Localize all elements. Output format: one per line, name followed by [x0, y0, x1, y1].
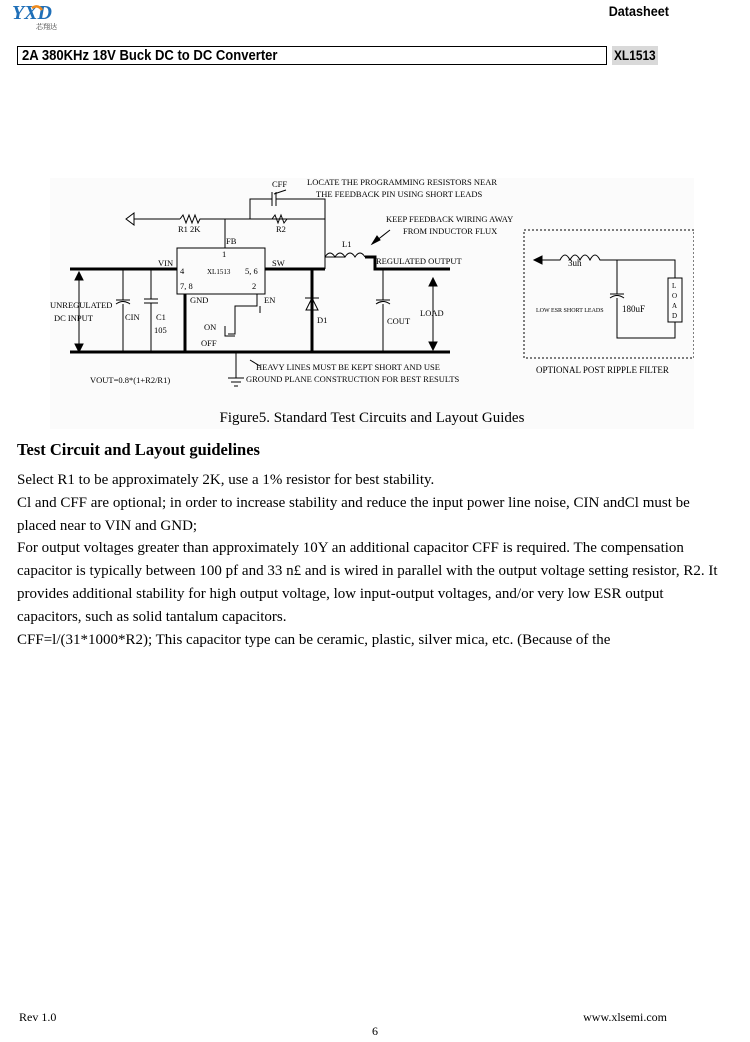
label-sw: SW — [272, 258, 285, 268]
filter-esr-label: LOW ESR SHORT LEADS — [536, 308, 604, 314]
label-vin: VIN — [158, 258, 174, 268]
paragraph-1: Select R1 to be approximately 2K, use a 1% resistor for best stability. — [17, 472, 435, 488]
paragraph-3: For output voltages greater than approximately 10Y an additional capacitor CFF is required. The compensation capacitor is typically between 100 pf and 33 n£ and is wired in parallel with the output voltage setting resistor, R2. It provides additional stability for high output voltage, low input-output voltages, and/or very low ESR output capacitors, such as solid tantalum capacitors. — [17, 540, 718, 625]
note-keep-2: FROM INDUCTOR FLUX — [403, 226, 498, 236]
title-bar — [17, 46, 607, 65]
note-heavy-2: GROUND PLANE CONSTRUCTION FOR BEST RESULTS — [246, 374, 460, 384]
note-locate-1: LOCATE THE PROGRAMMING RESISTORS NEAR — [307, 178, 498, 187]
filter-title: OPTIONAL POST RIPPLE FILTER — [536, 365, 669, 375]
label-d1: D1 — [317, 315, 328, 325]
company-logo — [12, 2, 72, 32]
label-l1: L1 — [342, 239, 352, 249]
label-chip: XL1513 — [207, 268, 231, 276]
circuit-schematic — [50, 178, 694, 410]
label-load: LOAD — [420, 308, 444, 318]
label-pin78: 7, 8 — [180, 281, 193, 291]
vout-formula: VOUT=0.8*(1+R2/R1) — [90, 375, 171, 385]
filter-cap-label: 180uF — [622, 304, 646, 314]
filter-inductor-label: 3uh — [568, 258, 582, 268]
logo-subtitle: 芯翔达 — [36, 23, 57, 31]
filter-load-a: A — [672, 302, 678, 310]
label-cout: COUT — [387, 316, 411, 326]
note-heavy-1: HEAVY LINES MUST BE KEPT SHORT AND USE — [256, 362, 440, 372]
label-off: OFF — [201, 338, 217, 348]
label-r2: R2 — [276, 224, 286, 234]
label-pin2: 2 — [252, 281, 257, 291]
label-en: EN — [264, 295, 276, 305]
label-cin: CIN — [125, 312, 140, 322]
label-c1-value: 105 — [154, 325, 167, 335]
figure-caption: Figure5. Standard Test Circuits and Layout Guides — [219, 410, 525, 426]
part-number: XL1513 — [614, 47, 656, 63]
filter-load-o: O — [672, 292, 678, 300]
paragraph-2: Cl and CFF are optional; in order to increase stability and reduce the input power line noise, CIN andCl must be placed near to VIN and GND; — [17, 494, 690, 534]
note-keep-1: KEEP FEEDBACK WIRING AWAY — [386, 214, 514, 224]
label-unregulated: UNREGULATED — [50, 300, 113, 310]
footer-revision: Rev 1.0 — [19, 1010, 57, 1024]
section-body — [17, 469, 729, 651]
doc-type-label: Datasheet — [608, 3, 669, 19]
section-heading: Test Circuit and Layout guidelines — [17, 440, 260, 459]
label-gnd: GND — [190, 295, 209, 305]
page-number: 6 — [372, 1024, 378, 1038]
note-locate-2: THE FEEDBACK PIN USING SHORT LEADS — [316, 189, 483, 199]
label-on: ON — [204, 322, 217, 332]
label-pin56: 5, 6 — [245, 266, 258, 276]
test-circuit-figure — [50, 178, 694, 429]
paragraph-4: CFF=l/(31*1000*R2); This capacitor type can be ceramic, plastic, silver mica, etc. (Because of the — [17, 631, 611, 648]
label-c1: C1 — [156, 312, 166, 322]
footer-url: www.xlsemi.com — [583, 1010, 667, 1024]
label-dc-input: DC INPUT — [54, 313, 93, 323]
label-r1: R1 2K — [178, 224, 201, 234]
logo-text: YXD — [12, 2, 52, 24]
label-regulated-output: REGULATED OUTPUT — [376, 256, 462, 266]
label-fb: FB — [226, 236, 237, 246]
label-cff: CFF — [272, 179, 288, 189]
part-number-box — [612, 46, 658, 65]
doc-title: 2A 380KHz 18V Buck DC to DC Converter — [22, 48, 278, 64]
label-pin1: 1 — [222, 249, 227, 259]
filter-load-l: L — [672, 282, 677, 290]
filter-load-d: D — [672, 312, 678, 320]
label-pin4: 4 — [180, 266, 185, 276]
